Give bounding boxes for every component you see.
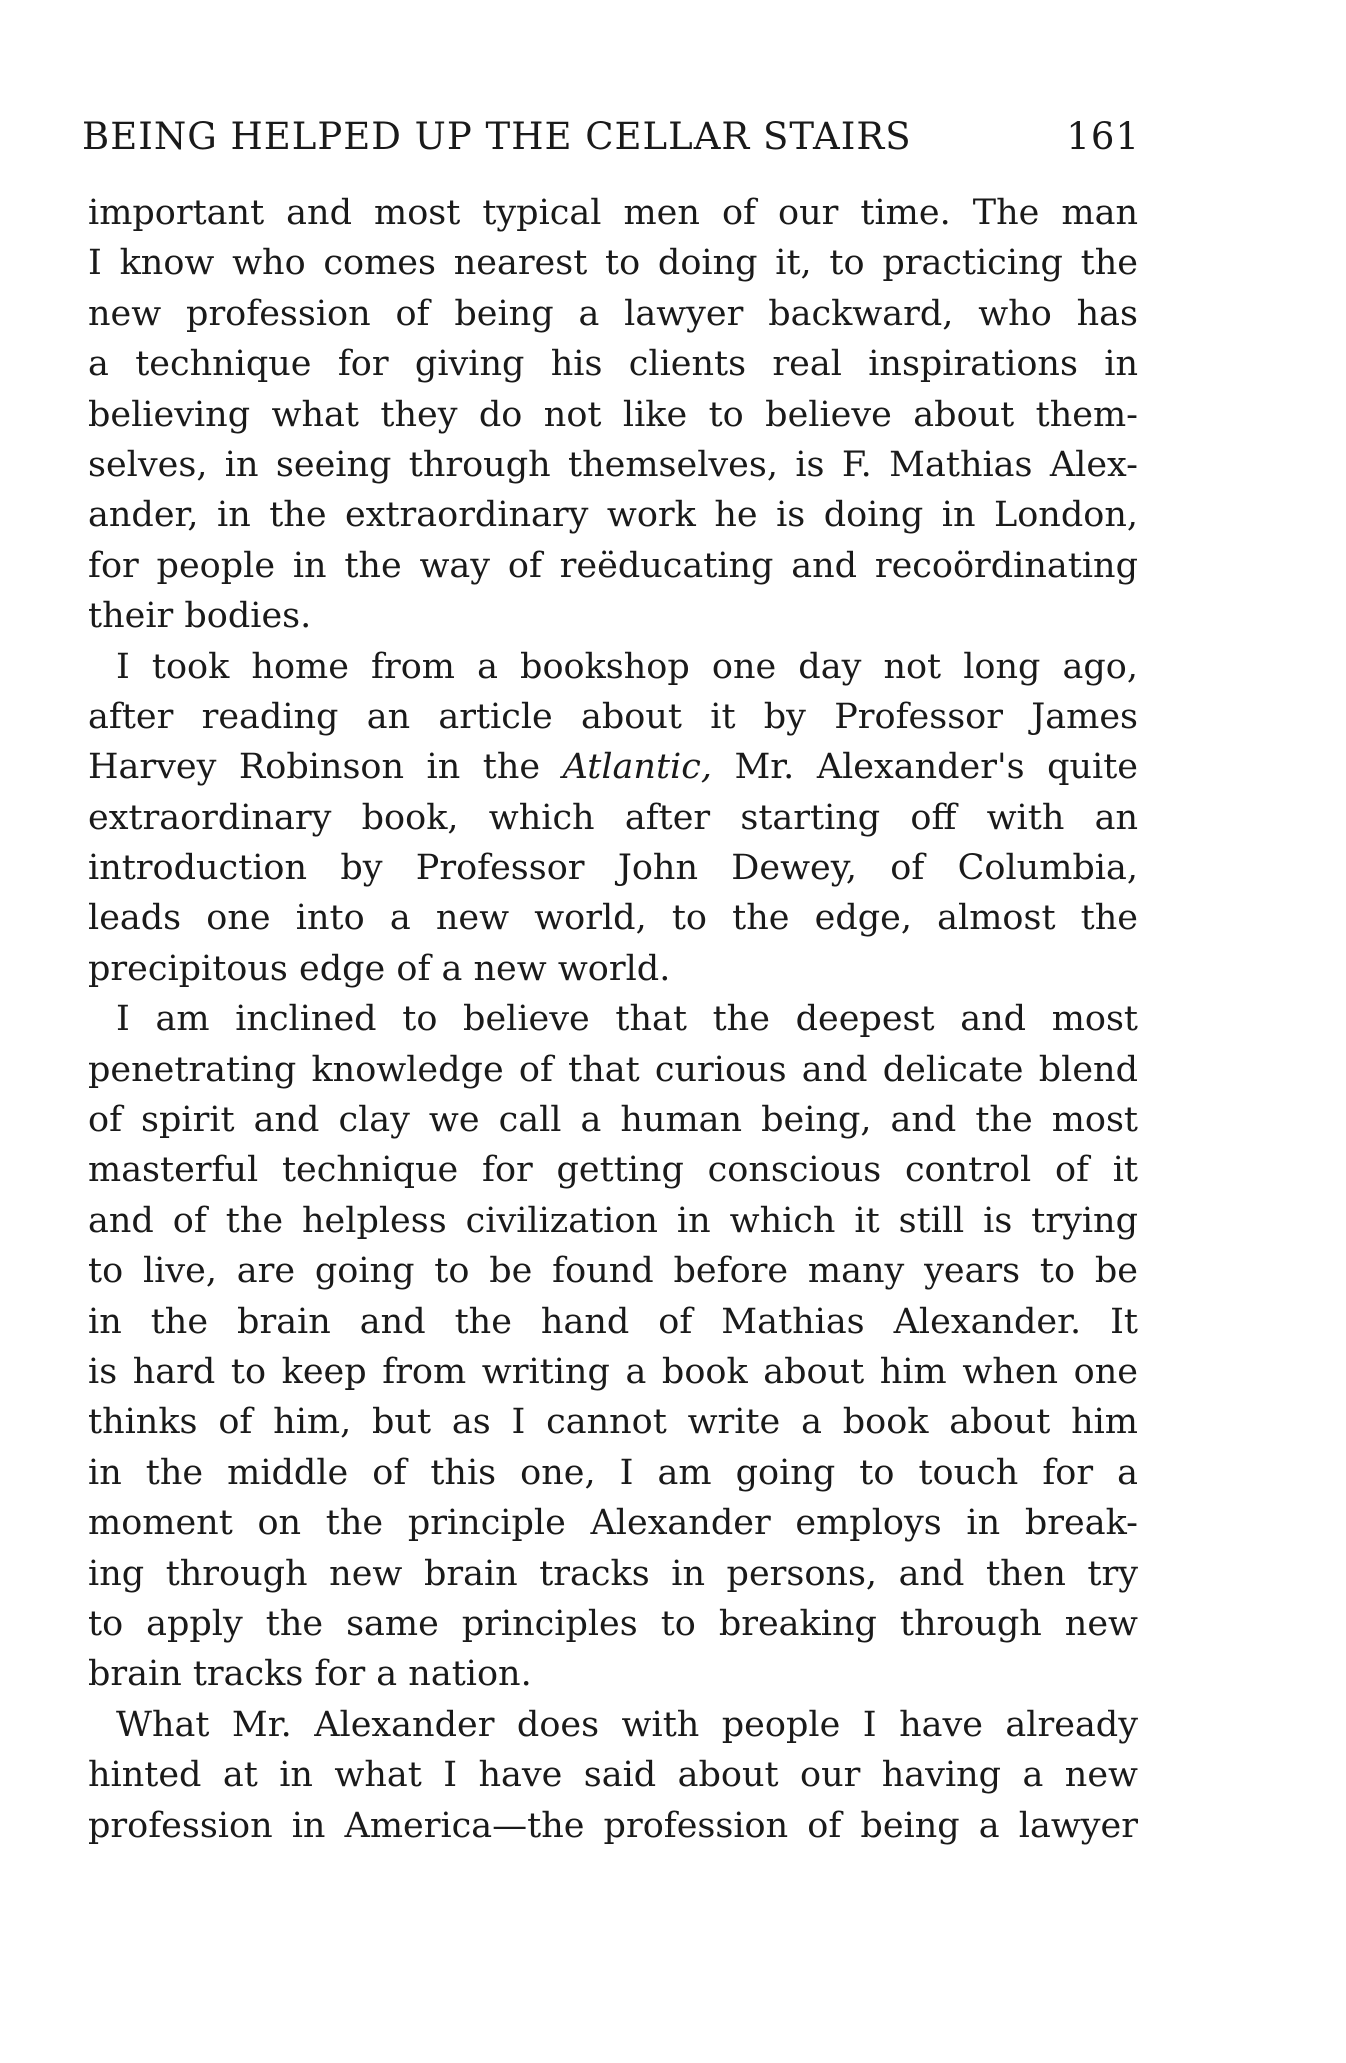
text-line: believing what they do not like to believe about them- [88, 394, 1138, 435]
text-line: penetrating knowledge of that curious and delicate blend [88, 1049, 1138, 1090]
body-text [88, 188, 1138, 1851]
text-line: in the middle of this one, I am going to touch for a [88, 1452, 1138, 1493]
text-line: I know who comes nearest to doing it, to practicing the [88, 243, 1138, 284]
text-line: new profession of being a lawyer backward, who has [88, 293, 1138, 334]
text-line: of spirit and clay we call a human being, and the most [88, 1100, 1138, 1141]
text-line: I took home from a bookshop one day not long ago, [116, 646, 1138, 687]
text-line: their bodies. [88, 596, 312, 637]
text-line: after reading an article about it by Professor James [88, 696, 1138, 737]
running-title: BEING HELPED UP THE CELLAR STAIRS [82, 115, 912, 158]
text-run: Harvey Robinson in the [88, 747, 563, 788]
text-line: for people in the way of reëducating and recoördinating [88, 545, 1138, 586]
text-line: moment on the principle Alexander employs in break- [88, 1503, 1138, 1544]
text-line: thinks of him, but as I cannot write a book about him [88, 1402, 1138, 1443]
text-line: important and most typical men of our time. The man [88, 193, 1138, 233]
text-line: a technique for giving his clients real inspirations in [88, 344, 1138, 385]
text-line: selves, in seeing through themselves, is F. Mathias Alex- [88, 444, 1138, 485]
text-line: to live, are going to be found before many years to be [88, 1251, 1138, 1292]
running-head [82, 112, 1140, 162]
text-run: Mr. Alexander's quite [711, 747, 1139, 788]
text-line: I am inclined to believe that the deepest and most [116, 999, 1138, 1040]
text-line: introduction by Professor John Dewey, of Columbia, [88, 848, 1138, 889]
text-line: extraordinary book, which after starting off with an [88, 797, 1138, 838]
text-line: masterful technique for getting conscious control of it [88, 1150, 1138, 1191]
text-line: What Mr. Alexander does with people I have already [116, 1704, 1138, 1745]
text-line: ander, in the extraordinary work he is doing in London, [88, 495, 1138, 536]
text-line: precipitous edge of a new world. [88, 948, 671, 989]
text-line-with-italic [88, 742, 1138, 792]
text-line: hinted at in what I have said about our having a new [88, 1755, 1138, 1796]
text-line: ing through new brain tracks in persons, and then try [88, 1553, 1138, 1594]
text-line: brain tracks for a nation. [88, 1654, 532, 1695]
text-line: leads one into a new world, to the edge, almost the [88, 898, 1138, 939]
text-line: to apply the same principles to breaking through new [88, 1603, 1138, 1644]
text-line: in the brain and the hand of Mathias Alexander. It [88, 1301, 1138, 1342]
magazine-title: Atlantic, [562, 747, 712, 788]
text-line: is hard to keep from writing a book about him when one [88, 1351, 1138, 1392]
text-line: profession in America—the profession of being a lawyer [88, 1805, 1138, 1846]
text-line: and of the helpless civilization in which it still is trying [88, 1200, 1138, 1241]
page-number: 161 [1066, 115, 1140, 158]
